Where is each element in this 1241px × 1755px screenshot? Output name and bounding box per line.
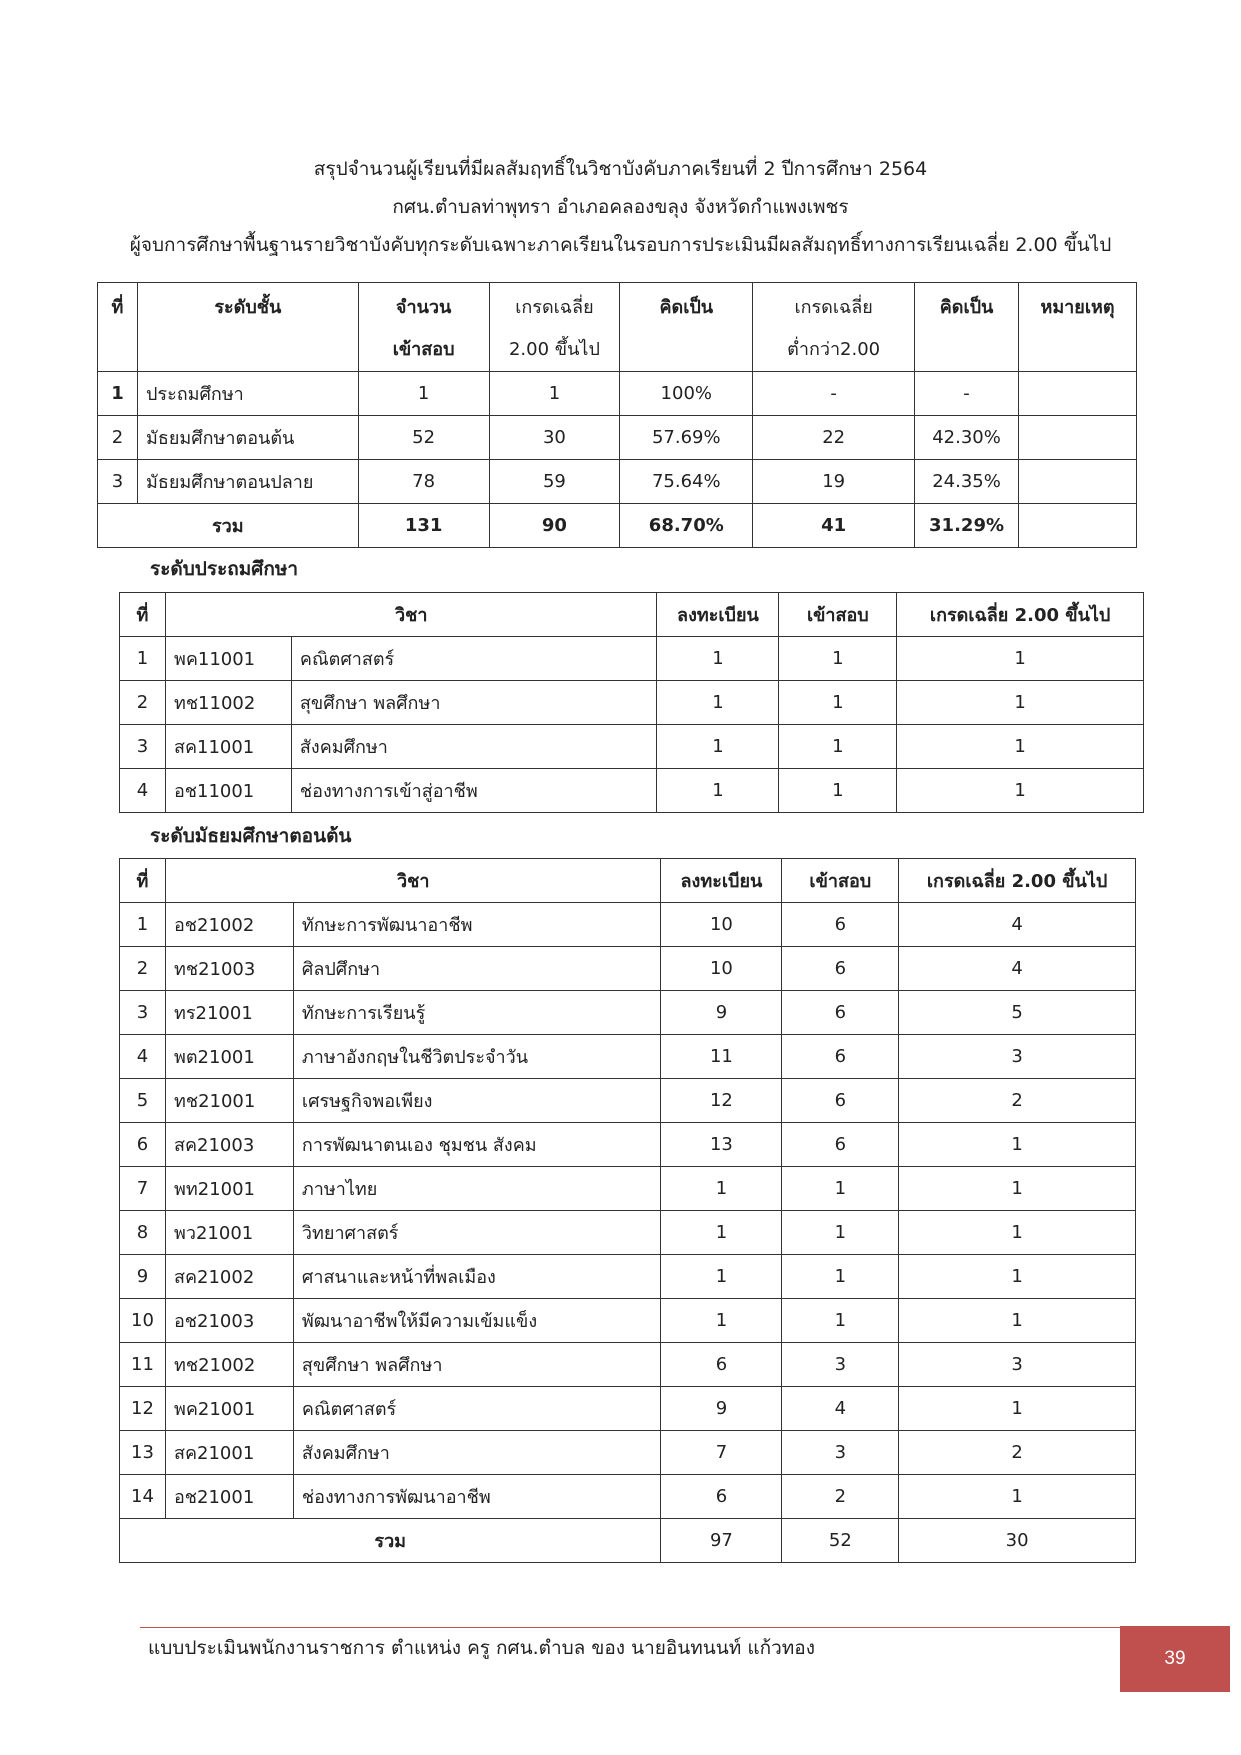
primary-header-passed: เกรดเฉลี่ย 2.00 ขึ้นไป xyxy=(897,593,1144,637)
row-below: 22 xyxy=(753,416,915,460)
ls-row xyxy=(120,903,1136,947)
ls-row-passed: 2 xyxy=(899,1079,1136,1123)
row-count: 1 xyxy=(358,372,489,416)
primary-header-registered: ลงทะเบียน xyxy=(657,593,779,637)
ls-total-passed: 30 xyxy=(899,1519,1136,1563)
ls-row-name: เศรษฐกิจพอเพียง xyxy=(293,1079,661,1123)
row-pct-above: 57.69% xyxy=(620,416,753,460)
header-count-line1: จำนวน xyxy=(395,297,452,318)
row-above: 30 xyxy=(489,416,620,460)
ls-total-registered: 97 xyxy=(661,1519,782,1563)
primary-row-name: สังคมศึกษา xyxy=(291,725,657,769)
primary-row-name: คณิตศาสตร์ xyxy=(291,637,657,681)
row-no: 1 xyxy=(98,372,138,416)
ls-row-passed: 1 xyxy=(899,1299,1136,1343)
primary-row-registered: 1 xyxy=(657,725,779,769)
ls-row xyxy=(120,1343,1136,1387)
ls-row-tested: 6 xyxy=(782,947,899,991)
ls-row-code: ทช21001 xyxy=(165,1079,293,1123)
ls-row-no: 2 xyxy=(120,947,166,991)
ls-row-no: 3 xyxy=(120,991,166,1035)
row-level: มัธยมศึกษาตอนปลาย xyxy=(137,460,358,504)
row-pct-above: 75.64% xyxy=(620,460,753,504)
ls-row xyxy=(120,1123,1136,1167)
ls-row-registered: 9 xyxy=(661,1387,782,1431)
summary-total-row xyxy=(98,504,1137,548)
primary-row-no: 1 xyxy=(120,637,166,681)
document-title xyxy=(0,150,1241,264)
header-above-line1: เกรดเฉลี่ย xyxy=(515,297,594,318)
ls-row-passed: 1 xyxy=(899,1255,1136,1299)
total-pct-above: 68.70% xyxy=(620,504,753,548)
ls-row-passed: 2 xyxy=(899,1431,1136,1475)
ls-row-registered: 6 xyxy=(661,1343,782,1387)
ls-row-code: ทช21002 xyxy=(165,1343,293,1387)
ls-row-code: อช21002 xyxy=(165,903,293,947)
ls-row-tested: 6 xyxy=(782,1123,899,1167)
ls-row-no: 10 xyxy=(120,1299,166,1343)
primary-row xyxy=(120,725,1144,769)
title-line-1: สรุปจำนวนผู้เรียนที่มีผลสัมฤทธิ์ในวิชาบังคับภาคเรียนที่ 2 ปีการศึกษา 2564 xyxy=(313,158,928,180)
ls-row-tested: 6 xyxy=(782,903,899,947)
ls-row-passed: 1 xyxy=(899,1211,1136,1255)
ls-row-name: ทักษะการพัฒนาอาชีพ xyxy=(293,903,661,947)
ls-row-name: คณิตศาสตร์ xyxy=(293,1387,661,1431)
ls-row-no: 11 xyxy=(120,1343,166,1387)
ls-row-code: ทช21003 xyxy=(165,947,293,991)
ls-row-no: 13 xyxy=(120,1431,166,1475)
primary-heading: ระดับประถมศึกษา xyxy=(150,558,299,580)
ls-row xyxy=(120,1299,1136,1343)
primary-row-name: สุขศึกษา พลศึกษา xyxy=(291,681,657,725)
primary-row-passed: 1 xyxy=(897,637,1144,681)
row-pct-below: 24.35% xyxy=(915,460,1019,504)
primary-row-registered: 1 xyxy=(657,637,779,681)
row-pct-above: 100% xyxy=(620,372,753,416)
ls-row-registered: 10 xyxy=(661,947,782,991)
ls-row xyxy=(120,1387,1136,1431)
ls-row-registered: 10 xyxy=(661,903,782,947)
ls-row-code: อช21001 xyxy=(165,1475,293,1519)
row-above: 59 xyxy=(489,460,620,504)
header-level: ระดับชั้น xyxy=(137,283,358,372)
ls-row-registered: 1 xyxy=(661,1299,782,1343)
ls-row xyxy=(120,1211,1136,1255)
summary-table xyxy=(97,282,1137,548)
row-below: - xyxy=(753,372,915,416)
primary-row-tested: 1 xyxy=(779,681,897,725)
header-pct-below: คิดเป็น xyxy=(915,283,1019,372)
ls-row-code: พท21001 xyxy=(165,1167,293,1211)
ls-row-registered: 1 xyxy=(661,1211,782,1255)
primary-row-tested: 1 xyxy=(779,637,897,681)
ls-row-code: สค21001 xyxy=(165,1431,293,1475)
primary-row-code: สค11001 xyxy=(165,725,291,769)
ls-row-registered: 1 xyxy=(661,1255,782,1299)
row-pct-below: 42.30% xyxy=(915,416,1019,460)
ls-header-no: ที่ xyxy=(120,859,166,903)
ls-row xyxy=(120,1431,1136,1475)
header-count-line2: เข้าสอบ xyxy=(392,339,455,360)
lower-secondary-heading: ระดับมัธยมศึกษาตอนต้น xyxy=(150,825,352,847)
ls-header-passed: เกรดเฉลี่ย 2.00 ขึ้นไป xyxy=(899,859,1136,903)
primary-row-no: 2 xyxy=(120,681,166,725)
ls-row-no: 7 xyxy=(120,1167,166,1211)
primary-row-passed: 1 xyxy=(897,769,1144,813)
primary-table xyxy=(119,592,1144,813)
primary-header-row xyxy=(120,593,1144,637)
ls-total-tested: 52 xyxy=(782,1519,899,1563)
primary-row-no: 4 xyxy=(120,769,166,813)
primary-row-code: ทช11002 xyxy=(165,681,291,725)
primary-row xyxy=(120,637,1144,681)
ls-row-name: ศิลปศึกษา xyxy=(293,947,661,991)
ls-row-registered: 1 xyxy=(661,1167,782,1211)
primary-row-passed: 1 xyxy=(897,681,1144,725)
title-line-3: ผู้จบการศึกษาพื้นฐานรายวิชาบังคับทุกระดับเฉพาะภาคเรียนในรอบการประเมินมีผลสัมฤทธิ์ทางการเรียนเฉลี่ย 2.00 ขึ้นไป xyxy=(129,234,1112,256)
title-line-2: กศน.ตำบลท่าพุทรา อำเภอคลองขลุง จังหวัดกำแพงเพชร xyxy=(392,196,849,218)
primary-row-passed: 1 xyxy=(897,725,1144,769)
row-no: 3 xyxy=(98,460,138,504)
ls-row-tested: 2 xyxy=(782,1475,899,1519)
ls-row-registered: 13 xyxy=(661,1123,782,1167)
header-below xyxy=(753,283,915,372)
ls-row-registered: 12 xyxy=(661,1079,782,1123)
footer-divider xyxy=(140,1627,1120,1628)
primary-header-tested: เข้าสอบ xyxy=(779,593,897,637)
header-below-line1: เกรดเฉลี่ย xyxy=(794,297,873,318)
page-number-badge xyxy=(1120,1626,1230,1692)
summary-header-row xyxy=(98,283,1137,372)
total-below: 41 xyxy=(753,504,915,548)
primary-row-registered: 1 xyxy=(657,681,779,725)
row-level: ประถมศึกษา xyxy=(137,372,358,416)
ls-row xyxy=(120,1079,1136,1123)
primary-row-tested: 1 xyxy=(779,769,897,813)
ls-row-passed: 4 xyxy=(899,947,1136,991)
ls-row xyxy=(120,991,1136,1035)
ls-row-code: สค21002 xyxy=(165,1255,293,1299)
header-count xyxy=(358,283,489,372)
primary-row-code: พค11001 xyxy=(165,637,291,681)
ls-row-tested: 3 xyxy=(782,1343,899,1387)
ls-row-name: วิทยาศาสตร์ xyxy=(293,1211,661,1255)
ls-row-registered: 9 xyxy=(661,991,782,1035)
ls-row-tested: 4 xyxy=(782,1387,899,1431)
primary-row-registered: 1 xyxy=(657,769,779,813)
summary-row xyxy=(98,460,1137,504)
header-above xyxy=(489,283,620,372)
summary-row xyxy=(98,416,1137,460)
primary-row-code: อช11001 xyxy=(165,769,291,813)
ls-row-registered: 7 xyxy=(661,1431,782,1475)
ls-row-tested: 3 xyxy=(782,1431,899,1475)
ls-row-passed: 1 xyxy=(899,1475,1136,1519)
row-count: 52 xyxy=(358,416,489,460)
ls-row-passed: 1 xyxy=(899,1123,1136,1167)
ls-row xyxy=(120,947,1136,991)
ls-row-code: อช21003 xyxy=(165,1299,293,1343)
ls-row-no: 4 xyxy=(120,1035,166,1079)
ls-row-passed: 1 xyxy=(899,1387,1136,1431)
ls-row-tested: 6 xyxy=(782,1035,899,1079)
ls-row-registered: 6 xyxy=(661,1475,782,1519)
row-level: มัธยมศึกษาตอนต้น xyxy=(137,416,358,460)
row-below: 19 xyxy=(753,460,915,504)
ls-row-passed: 3 xyxy=(899,1035,1136,1079)
ls-row-tested: 1 xyxy=(782,1211,899,1255)
row-above: 1 xyxy=(489,372,620,416)
lower-secondary-table xyxy=(119,858,1136,1563)
page-number: 39 xyxy=(1164,1648,1186,1669)
ls-row-no: 14 xyxy=(120,1475,166,1519)
ls-row-tested: 1 xyxy=(782,1255,899,1299)
ls-row-name: ภาษาไทย xyxy=(293,1167,661,1211)
ls-total-label: รวม xyxy=(120,1519,661,1563)
ls-row-code: พค21001 xyxy=(165,1387,293,1431)
ls-row-name: ศาสนาและหน้าที่พลเมือง xyxy=(293,1255,661,1299)
ls-row-passed: 5 xyxy=(899,991,1136,1035)
ls-row-no: 1 xyxy=(120,903,166,947)
row-note xyxy=(1019,416,1137,460)
ls-row-no: 5 xyxy=(120,1079,166,1123)
primary-row xyxy=(120,769,1144,813)
total-label: รวม xyxy=(98,504,359,548)
row-count: 78 xyxy=(358,460,489,504)
total-above: 90 xyxy=(489,504,620,548)
header-note: หมายเหตุ xyxy=(1019,283,1137,372)
row-no: 2 xyxy=(98,416,138,460)
ls-header-registered: ลงทะเบียน xyxy=(661,859,782,903)
header-above-line2: 2.00 ขึ้นไป xyxy=(508,339,600,360)
lower-secondary-total-row xyxy=(120,1519,1136,1563)
ls-row-name: ช่องทางการพัฒนาอาชีพ xyxy=(293,1475,661,1519)
ls-row-name: การพัฒนาตนเอง ชุมชน สังคม xyxy=(293,1123,661,1167)
primary-row-tested: 1 xyxy=(779,725,897,769)
ls-row-name: สังคมศึกษา xyxy=(293,1431,661,1475)
lower-secondary-header-row xyxy=(120,859,1136,903)
total-count: 131 xyxy=(358,504,489,548)
ls-row-no: 12 xyxy=(120,1387,166,1431)
row-note xyxy=(1019,460,1137,504)
ls-row-name: พัฒนาอาชีพให้มีความเข้มแข็ง xyxy=(293,1299,661,1343)
ls-row-tested: 6 xyxy=(782,1079,899,1123)
primary-row-no: 3 xyxy=(120,725,166,769)
ls-row xyxy=(120,1475,1136,1519)
primary-row-name: ช่องทางการเข้าสู่อาชีพ xyxy=(291,769,657,813)
ls-header-tested: เข้าสอบ xyxy=(782,859,899,903)
ls-row-tested: 1 xyxy=(782,1167,899,1211)
total-pct-below: 31.29% xyxy=(915,504,1019,548)
ls-row-name: ทักษะการเรียนรู้ xyxy=(293,991,661,1035)
footer-text: แบบประเมินพนักงานราชการ ตำแหน่ง ครู กศน.ตำบล ของ นายอินทนนท์ แก้วทอง xyxy=(148,1637,815,1659)
ls-row-passed: 1 xyxy=(899,1167,1136,1211)
ls-row-passed: 4 xyxy=(899,903,1136,947)
ls-row-registered: 11 xyxy=(661,1035,782,1079)
header-pct-above: คิดเป็น xyxy=(620,283,753,372)
primary-row xyxy=(120,681,1144,725)
ls-row-code: สค21003 xyxy=(165,1123,293,1167)
header-no: ที่ xyxy=(98,283,138,372)
total-note xyxy=(1019,504,1137,548)
row-note xyxy=(1019,372,1137,416)
ls-row-tested: 1 xyxy=(782,1299,899,1343)
ls-row-code: พว21001 xyxy=(165,1211,293,1255)
ls-row-no: 6 xyxy=(120,1123,166,1167)
primary-header-subject: วิชา xyxy=(165,593,657,637)
ls-row-name: สุขศึกษา พลศึกษา xyxy=(293,1343,661,1387)
ls-row xyxy=(120,1255,1136,1299)
ls-row-no: 8 xyxy=(120,1211,166,1255)
ls-row-no: 9 xyxy=(120,1255,166,1299)
primary-header-no: ที่ xyxy=(120,593,166,637)
ls-row-code: พต21001 xyxy=(165,1035,293,1079)
ls-row-passed: 3 xyxy=(899,1343,1136,1387)
ls-row xyxy=(120,1035,1136,1079)
header-below-line2: ต่ำกว่า2.00 xyxy=(787,339,881,360)
ls-row-tested: 6 xyxy=(782,991,899,1035)
ls-row-code: ทร21001 xyxy=(165,991,293,1035)
summary-row xyxy=(98,372,1137,416)
ls-row-name: ภาษาอังกฤษในชีวิตประจำวัน xyxy=(293,1035,661,1079)
row-pct-below: - xyxy=(915,372,1019,416)
ls-header-subject: วิชา xyxy=(165,859,660,903)
ls-row xyxy=(120,1167,1136,1211)
